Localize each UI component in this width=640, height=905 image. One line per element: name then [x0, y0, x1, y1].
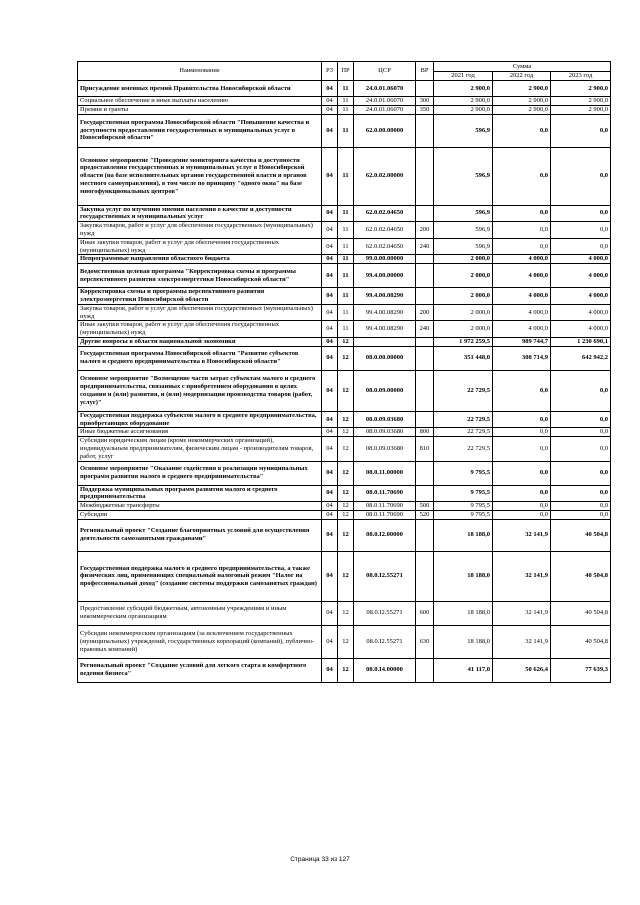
cell-rz: 04 [322, 601, 338, 625]
cell-2023: 40 504,8 [551, 519, 611, 551]
cell-rz: 04 [322, 205, 338, 222]
table-row [78, 428, 611, 437]
cell-2023: 1 230 690,1 [551, 337, 611, 346]
table-row [78, 601, 611, 625]
cell-pr: 11 [338, 205, 354, 222]
cell-pr: 11 [338, 255, 354, 264]
cell-name: Закупка товаров, работ и услуг для обеспечения государственных (муниципальных) нужд [78, 222, 322, 239]
table-row [78, 337, 611, 346]
cell-csr: 62.0.00.00000 [354, 114, 416, 147]
table-row [78, 97, 611, 106]
cell-name: Иные бюджетные ассигнования [78, 428, 322, 437]
cell-rz: 04 [322, 502, 338, 511]
cell-rz: 04 [322, 337, 338, 346]
cell-pr: 11 [338, 114, 354, 147]
cell-2021: 2 000,0 [434, 321, 493, 338]
cell-rz: 04 [322, 114, 338, 147]
cell-2022: 4 000,0 [493, 255, 551, 264]
cell-name: Присуждение именных премий Правительства Новосибирской области [78, 81, 322, 97]
cell-vr [416, 370, 434, 411]
cell-2022: 308 714,9 [493, 346, 551, 370]
cell-2021: 22 729,5 [434, 370, 493, 411]
cell-2023: 0,0 [551, 370, 611, 411]
cell-vr [416, 114, 434, 147]
cell-pr: 12 [338, 519, 354, 551]
cell-name: Корректировка схемы и программы перспективного развития электроэнергетики Новосибирской области [78, 288, 322, 305]
cell-2022: 989 744,7 [493, 337, 551, 346]
cell-pr: 11 [338, 147, 354, 205]
cell-pr: 12 [338, 510, 354, 519]
cell-2023: 2 900,0 [551, 81, 611, 97]
cell-2023: 0,0 [551, 510, 611, 519]
cell-2021: 2 000,0 [434, 304, 493, 321]
cell-2021: 9 795,5 [434, 510, 493, 519]
cell-csr: 08.0.I4.00000 [354, 658, 416, 682]
cell-pr: 12 [338, 346, 354, 370]
cell-2023: 0,0 [551, 411, 611, 428]
cell-name: Предоставление субсидий бюджетным, автономным учреждениям и иным некоммерческим организациям [78, 601, 322, 625]
cell-csr [354, 337, 416, 346]
cell-vr: 350 [416, 105, 434, 114]
cell-2023: 4 000,0 [551, 255, 611, 264]
cell-rz: 04 [322, 346, 338, 370]
table-row [78, 346, 611, 370]
table-row [78, 437, 611, 461]
table-row [78, 321, 611, 338]
cell-rz: 04 [322, 264, 338, 288]
cell-name: Ведомственная целевая программа "Корректировка схемы и программы перспективного развития электроэнергетики Новосибирской области" [78, 264, 322, 288]
cell-2021: 18 188,0 [434, 519, 493, 551]
cell-2022: 2 900,0 [493, 105, 551, 114]
cell-csr: 08.0.I2.00000 [354, 519, 416, 551]
cell-2023: 0,0 [551, 205, 611, 222]
cell-pr: 12 [338, 601, 354, 625]
cell-csr: 08.0.11.00000 [354, 461, 416, 485]
cell-vr: 600 [416, 601, 434, 625]
cell-2022: 4 000,0 [493, 288, 551, 305]
cell-2022: 0,0 [493, 502, 551, 511]
cell-2022: 0,0 [493, 485, 551, 502]
cell-pr: 12 [338, 658, 354, 682]
cell-name: Государственная программа Новосибирской области "Повышение качества и доступности предоставления государственных и муниципальных услуг в Новосибирской области" [78, 114, 322, 147]
cell-pr: 12 [338, 551, 354, 601]
cell-csr: 62.0.02.04650 [354, 238, 416, 255]
cell-pr: 12 [338, 502, 354, 511]
cell-csr: 99.4.00.08290 [354, 288, 416, 305]
cell-2022: 2 900,0 [493, 81, 551, 97]
cell-2022: 0,0 [493, 428, 551, 437]
cell-2021: 2 900,0 [434, 81, 493, 97]
cell-vr [416, 519, 434, 551]
cell-2023: 0,0 [551, 222, 611, 239]
cell-2022: 0,0 [493, 205, 551, 222]
cell-csr: 08.0.I2.55271 [354, 601, 416, 625]
cell-2023: 0,0 [551, 238, 611, 255]
cell-rz: 04 [322, 81, 338, 97]
cell-rz: 04 [322, 97, 338, 106]
cell-name: Закупка услуг по изучению мнения населения о качестве и доступности государственных и муниципальных услуг [78, 205, 322, 222]
cell-2022: 50 626,4 [493, 658, 551, 682]
cell-vr: 800 [416, 428, 434, 437]
cell-pr: 12 [338, 370, 354, 411]
table-row [78, 264, 611, 288]
cell-csr: 24.0.01.06070 [354, 105, 416, 114]
cell-2021: 9 795,5 [434, 502, 493, 511]
cell-csr: 08.0.09.03680 [354, 437, 416, 461]
cell-rz: 04 [322, 105, 338, 114]
cell-2022: 32 141,9 [493, 601, 551, 625]
cell-2021: 22 729,5 [434, 437, 493, 461]
header-year-2021: 2021 год [434, 72, 493, 81]
table-row [78, 114, 611, 147]
cell-pr: 11 [338, 105, 354, 114]
cell-2022: 0,0 [493, 437, 551, 461]
cell-rz: 04 [322, 519, 338, 551]
cell-pr: 12 [338, 337, 354, 346]
table-row [78, 205, 611, 222]
table-row [78, 288, 611, 305]
cell-2022: 4 000,0 [493, 321, 551, 338]
cell-rz: 04 [322, 428, 338, 437]
cell-vr [416, 346, 434, 370]
cell-2021: 1 972 259,5 [434, 337, 493, 346]
cell-name: Субсидии [78, 510, 322, 519]
cell-pr: 11 [338, 304, 354, 321]
cell-2021: 596,9 [434, 114, 493, 147]
cell-rz: 04 [322, 288, 338, 305]
cell-pr: 12 [338, 625, 354, 658]
cell-2021: 596,9 [434, 238, 493, 255]
table-row [78, 222, 611, 239]
cell-name: Основное мероприятие "Проведение мониторинга качества и доступности предоставления государственных и муниципальных услуг в Новосибирской области (на базе исполнительных органов государственной власти и органов местного самоуправления), в том числе по принципу "одного окна" на базе многофункциональных центров" [78, 147, 322, 205]
cell-2023: 642 942,2 [551, 346, 611, 370]
cell-name: Непрограммные направления областного бюджета [78, 255, 322, 264]
cell-vr: 520 [416, 510, 434, 519]
cell-2021: 596,9 [434, 205, 493, 222]
cell-vr [416, 485, 434, 502]
cell-2022: 0,0 [493, 238, 551, 255]
cell-name: Социальное обеспечение и иные выплаты населению [78, 97, 322, 106]
cell-csr: 62.0.02.04650 [354, 222, 416, 239]
cell-vr: 810 [416, 437, 434, 461]
cell-name: Иные закупки товаров, работ и услуг для обеспечения государственных (муниципальных) нужд [78, 238, 322, 255]
cell-2023: 40 504,8 [551, 601, 611, 625]
cell-name: Закупка товаров, работ и услуг для обеспечения государственных (муниципальных) нужд [78, 304, 322, 321]
table-body [78, 81, 611, 683]
cell-pr: 12 [338, 428, 354, 437]
cell-name: Поддержка муниципальных программ развития малого и среднего предпринимательства [78, 485, 322, 502]
cell-vr [416, 255, 434, 264]
table-row [78, 519, 611, 551]
header-year-2023: 2023 год [551, 72, 611, 81]
cell-pr: 11 [338, 222, 354, 239]
table-row [78, 411, 611, 428]
cell-csr: 08.0.I2.55271 [354, 625, 416, 658]
table-row [78, 81, 611, 97]
cell-csr: 99.4.00.00000 [354, 264, 416, 288]
cell-2021: 2 900,0 [434, 105, 493, 114]
cell-vr [416, 81, 434, 97]
cell-pr: 11 [338, 264, 354, 288]
cell-csr: 99.4.00.08290 [354, 304, 416, 321]
cell-2022: 0,0 [493, 114, 551, 147]
cell-vr: 200 [416, 222, 434, 239]
cell-csr: 08.0.09.03680 [354, 428, 416, 437]
cell-2023: 77 639,3 [551, 658, 611, 682]
cell-2022: 0,0 [493, 147, 551, 205]
table-row [78, 551, 611, 601]
cell-vr [416, 205, 434, 222]
header-vr: ВР [416, 62, 434, 81]
cell-rz: 04 [322, 147, 338, 205]
cell-csr: 99.0.00.00000 [354, 255, 416, 264]
cell-vr [416, 288, 434, 305]
cell-2021: 2 000,0 [434, 288, 493, 305]
header-year-2022: 2022 год [493, 72, 551, 81]
cell-csr: 24.0.01.06070 [354, 81, 416, 97]
cell-csr: 08.0.11.70690 [354, 502, 416, 511]
cell-2022: 2 900,0 [493, 97, 551, 106]
cell-rz: 04 [322, 411, 338, 428]
cell-name: Основное мероприятие "Возмещение части затрат субъектам малого и среднего предпринимательства, связанных с приобретением оборудования в целях создания и (или) развития, и (или) модернизации производства товаров (работ, услуг)" [78, 370, 322, 411]
table-row [78, 485, 611, 502]
cell-rz: 04 [322, 510, 338, 519]
table-header [78, 62, 611, 81]
cell-pr: 12 [338, 461, 354, 485]
cell-rz: 04 [322, 551, 338, 601]
cell-2023: 0,0 [551, 485, 611, 502]
cell-csr: 08.0.11.70690 [354, 510, 416, 519]
cell-2022: 0,0 [493, 411, 551, 428]
cell-2021: 351 448,0 [434, 346, 493, 370]
cell-vr [416, 551, 434, 601]
cell-2021: 2 900,0 [434, 97, 493, 106]
cell-2021: 22 729,5 [434, 428, 493, 437]
page-number: Страница 33 из 127 [290, 856, 350, 863]
cell-2023: 0,0 [551, 114, 611, 147]
cell-pr: 12 [338, 437, 354, 461]
cell-rz: 04 [322, 625, 338, 658]
cell-vr: 240 [416, 321, 434, 338]
header-name: Наименование [78, 62, 322, 81]
cell-2021: 18 188,0 [434, 551, 493, 601]
table-row [78, 304, 611, 321]
cell-vr [416, 147, 434, 205]
cell-2021: 2 000,0 [434, 264, 493, 288]
cell-2022: 4 000,0 [493, 304, 551, 321]
cell-2021: 9 795,5 [434, 485, 493, 502]
cell-2022: 32 141,9 [493, 519, 551, 551]
cell-vr: 200 [416, 304, 434, 321]
cell-pr: 11 [338, 238, 354, 255]
cell-rz: 04 [322, 304, 338, 321]
cell-name: Региональный проект "Создание условий для легкого старта и комфортного ведения бизнеса" [78, 658, 322, 682]
cell-csr: 08.0.09.00000 [354, 370, 416, 411]
table-row [78, 502, 611, 511]
cell-pr: 12 [338, 411, 354, 428]
cell-vr [416, 461, 434, 485]
cell-csr: 08.0.09.03680 [354, 411, 416, 428]
cell-2021: 41 117,0 [434, 658, 493, 682]
cell-2023: 4 000,0 [551, 288, 611, 305]
cell-2021: 2 000,0 [434, 255, 493, 264]
cell-2021: 22 729,5 [434, 411, 493, 428]
cell-csr: 99.4.00.08290 [354, 321, 416, 338]
cell-rz: 04 [322, 461, 338, 485]
header-sum: Сумма [434, 62, 611, 72]
cell-2021: 18 188,0 [434, 625, 493, 658]
cell-name: Государственная поддержка малого и среднего предпринимательства, а также физических лиц, применяющих специальный налоговый режим "Налог на профессиональный доход" (создание системы поддержки самозанятых граждан) [78, 551, 322, 601]
header-pr: ПР [338, 62, 354, 81]
table-row [78, 510, 611, 519]
header-csr: ЦСР [354, 62, 416, 81]
cell-name: Субсидии юридическим лицам (кроме некоммерческих организаций), индивидуальным предпринимателям, физическим лицам - производителям товаров, работ, услуг [78, 437, 322, 461]
cell-vr: 240 [416, 238, 434, 255]
table-row [78, 238, 611, 255]
cell-name: Межбюджетные трансферты [78, 502, 322, 511]
cell-rz: 04 [322, 370, 338, 411]
cell-vr: 300 [416, 97, 434, 106]
cell-vr: 630 [416, 625, 434, 658]
cell-rz: 04 [322, 485, 338, 502]
cell-csr: 08.0.I2.55271 [354, 551, 416, 601]
cell-name: Иные закупки товаров, работ и услуг для обеспечения государственных (муниципальных) нужд [78, 321, 322, 338]
cell-2023: 0,0 [551, 461, 611, 485]
table-row [78, 625, 611, 658]
cell-vr [416, 658, 434, 682]
table-row [78, 147, 611, 205]
cell-2021: 596,9 [434, 147, 493, 205]
table-row [78, 255, 611, 264]
cell-pr: 11 [338, 288, 354, 305]
cell-2023: 4 000,0 [551, 321, 611, 338]
cell-name: Другие вопросы в области национальной экономики [78, 337, 322, 346]
cell-csr: 62.0.02.04650 [354, 205, 416, 222]
cell-vr [416, 411, 434, 428]
cell-2023: 40 504,8 [551, 551, 611, 601]
cell-2023: 0,0 [551, 437, 611, 461]
cell-2022: 0,0 [493, 510, 551, 519]
cell-2023: 40 504,8 [551, 625, 611, 658]
table-row [78, 658, 611, 682]
cell-name: Государственная поддержка субъектов малого и среднего предпринимательства, приобретающих оборудование [78, 411, 322, 428]
cell-csr: 24.0.01.06070 [354, 97, 416, 106]
cell-rz: 04 [322, 437, 338, 461]
table-row [78, 105, 611, 114]
cell-csr: 62.0.02.00000 [354, 147, 416, 205]
cell-pr: 11 [338, 321, 354, 338]
cell-csr: 08.0.00.00000 [354, 346, 416, 370]
budget-table [77, 61, 611, 683]
cell-2023: 0,0 [551, 428, 611, 437]
cell-rz: 04 [322, 222, 338, 239]
table-row [78, 461, 611, 485]
cell-2023: 0,0 [551, 147, 611, 205]
cell-2023: 4 000,0 [551, 304, 611, 321]
cell-rz: 04 [322, 658, 338, 682]
cell-pr: 11 [338, 97, 354, 106]
cell-name: Государственная программа Новосибирской области "Развитие субъектов малого и среднего предпринимательства в Новосибирской области" [78, 346, 322, 370]
cell-name: Региональный проект "Создание благоприятных условий для осуществления деятельности самозанятыми гражданами" [78, 519, 322, 551]
cell-rz: 04 [322, 255, 338, 264]
cell-name: Премии и гранты [78, 105, 322, 114]
cell-name: Основное мероприятие "Оказание содействия в реализации муниципальных программ развития малого и среднего предпринимательства" [78, 461, 322, 485]
cell-2021: 596,9 [434, 222, 493, 239]
cell-pr: 12 [338, 485, 354, 502]
cell-2023: 0,0 [551, 502, 611, 511]
table-row [78, 370, 611, 411]
cell-2023: 2 900,0 [551, 105, 611, 114]
cell-vr [416, 337, 434, 346]
cell-2022: 32 141,9 [493, 625, 551, 658]
cell-csr: 08.0.11.70690 [354, 485, 416, 502]
cell-rz: 04 [322, 238, 338, 255]
cell-vr [416, 264, 434, 288]
cell-rz: 04 [322, 321, 338, 338]
cell-pr: 11 [338, 81, 354, 97]
header-rz: РЗ [322, 62, 338, 81]
cell-2023: 2 900,0 [551, 97, 611, 106]
cell-2022: 0,0 [493, 222, 551, 239]
cell-2021: 18 188,0 [434, 601, 493, 625]
cell-2022: 0,0 [493, 370, 551, 411]
cell-2022: 0,0 [493, 461, 551, 485]
cell-2021: 9 795,5 [434, 461, 493, 485]
cell-vr: 500 [416, 502, 434, 511]
cell-name: Субсидии некоммерческим организациям (за исключением государственных (муниципальных) учреждений, государственных корпораций (компаний), публично-правовых компаний) [78, 625, 322, 658]
cell-2022: 4 000,0 [493, 264, 551, 288]
cell-2022: 32 141,9 [493, 551, 551, 601]
cell-2023: 4 000,0 [551, 264, 611, 288]
